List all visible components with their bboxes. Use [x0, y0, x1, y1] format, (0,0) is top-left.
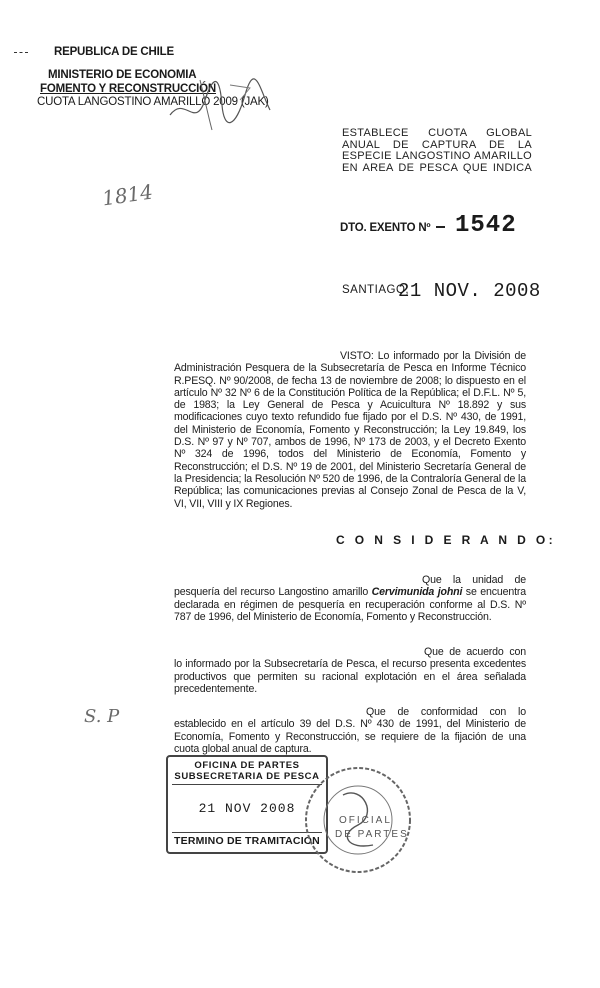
round-stamp — [303, 765, 413, 875]
decree-dash — [436, 226, 445, 228]
considerando-paragraph-2 — [174, 646, 526, 695]
header-dashes — [14, 52, 28, 54]
header-fomento: FOMENTO Y RECONSTRUCCIÓN — [40, 83, 217, 95]
considerando-p1-a: Que la unidad de pesquería del recurso Langostino amarillo — [174, 574, 526, 599]
considerando-paragraph-3 — [174, 706, 526, 755]
stamp-office-line3: TERMINO DE TRAMITACION — [174, 835, 320, 847]
considerando-p1-b: se encuentra declarada en régimen de pesquería en recuperación conforme al D.S. Nº 787 de 1996, del Ministerio de Economía, Fomento y Reconstrucción. — [174, 586, 526, 623]
stamp-divider-top — [172, 784, 322, 785]
decree-number: 1542 — [455, 212, 517, 239]
stamp-office-line2: SUBSECRETARIA DE PESCA — [174, 771, 320, 782]
considerando-heading: C O N S I D E R A N D O: — [336, 533, 557, 547]
decree-title — [342, 128, 532, 174]
decree-number-label: DTO. EXENTO Nº — [340, 222, 431, 234]
considerando-p2: Que de acuerdo con lo informado por la Subsecretaría de Pesca, el recurso presenta excedentes productivos que permiten su racional explotación en el área señalada precedentemente. — [174, 646, 526, 695]
species-name: Cervimunida johni — [371, 586, 463, 599]
header-cuota: CUOTA LANGOSTINO AMARILLO 2009 (JAK) — [37, 96, 269, 108]
signature-scribble — [160, 60, 280, 140]
stamp-office-date: 21 NOV 2008 — [198, 801, 296, 816]
visto-paragraph — [174, 350, 526, 510]
considerando-paragraph-1 — [174, 574, 526, 623]
decree-city: SANTIAGO, — [342, 284, 410, 296]
title-line-1: ESTABLECE CUOTA GLOBAL — [342, 127, 532, 139]
header-ministry: MINISTERIO DE ECONOMIA — [48, 69, 197, 81]
handwritten-mark-sp: S. P — [84, 706, 120, 727]
considerando-p3: Que de conformidad con lo establecido en el artículo 39 del D.S. Nº 430 de 1991, del Ministerio de Economía, Fomento y Reconstrucción, se requiere de la fijación de una cuota global anual de captura. — [174, 706, 526, 755]
stamp-office-line1: OFICINA DE PARTES — [194, 760, 300, 771]
title-line-4: EN AREA DE PESCA QUE INDICA — [342, 161, 532, 174]
handwritten-mark-1814: 1814 — [100, 179, 155, 211]
round-stamp-line1: OFICIAL — [339, 815, 392, 826]
header-republic: REPUBLICA DE CHILE — [54, 46, 174, 58]
title-line-3: ESPECIE LANGOSTINO AMARILLO — [342, 150, 532, 162]
decree-date: 21 NOV. 2008 — [398, 280, 541, 302]
stamp-divider-bottom — [172, 832, 322, 833]
round-stamp-line2: DE PARTES — [335, 829, 409, 840]
title-line-2: ANUAL DE CAPTURA DE LA — [342, 138, 532, 151]
visto-text: VISTO: Lo informado por la División de Administración Pesquera de la Subsecretaría de Pesca en Informe Técnico R.PESQ. Nº 90/2008, de fecha 13 de noviembre de 2008; lo dispuesto en el artículo Nº 32 Nº 6 de la Constitución Política de la República; el D.F.L. Nº 5, de 1983; la Ley General de Pesca y Acuicultura Nº 18.892 y sus modificaciones cuyo texto refundido fue fijado por el D.S. Nº 430, de 1991, del Ministerio de Economía, Fomento y Reconstrucción; la Ley 19.849, los D.S. Nº 97 y Nº 707, ambos de 1996, Nº 173 de 2003, y el Decreto Exento Nº 324 de 1996, todos del Ministerio de Economía, Fomento y Reconstrucción; el D.S. Nº 19 de 2001, del Ministerio Secretaría General de la Presidencia; la Resolución Nº 520 de 1996, de la Contraloría General de la República; las comunicaciones previas al Consejo Zonal de Pesca de la V, VI, VII, VIII y IX Regiones. — [174, 350, 526, 510]
